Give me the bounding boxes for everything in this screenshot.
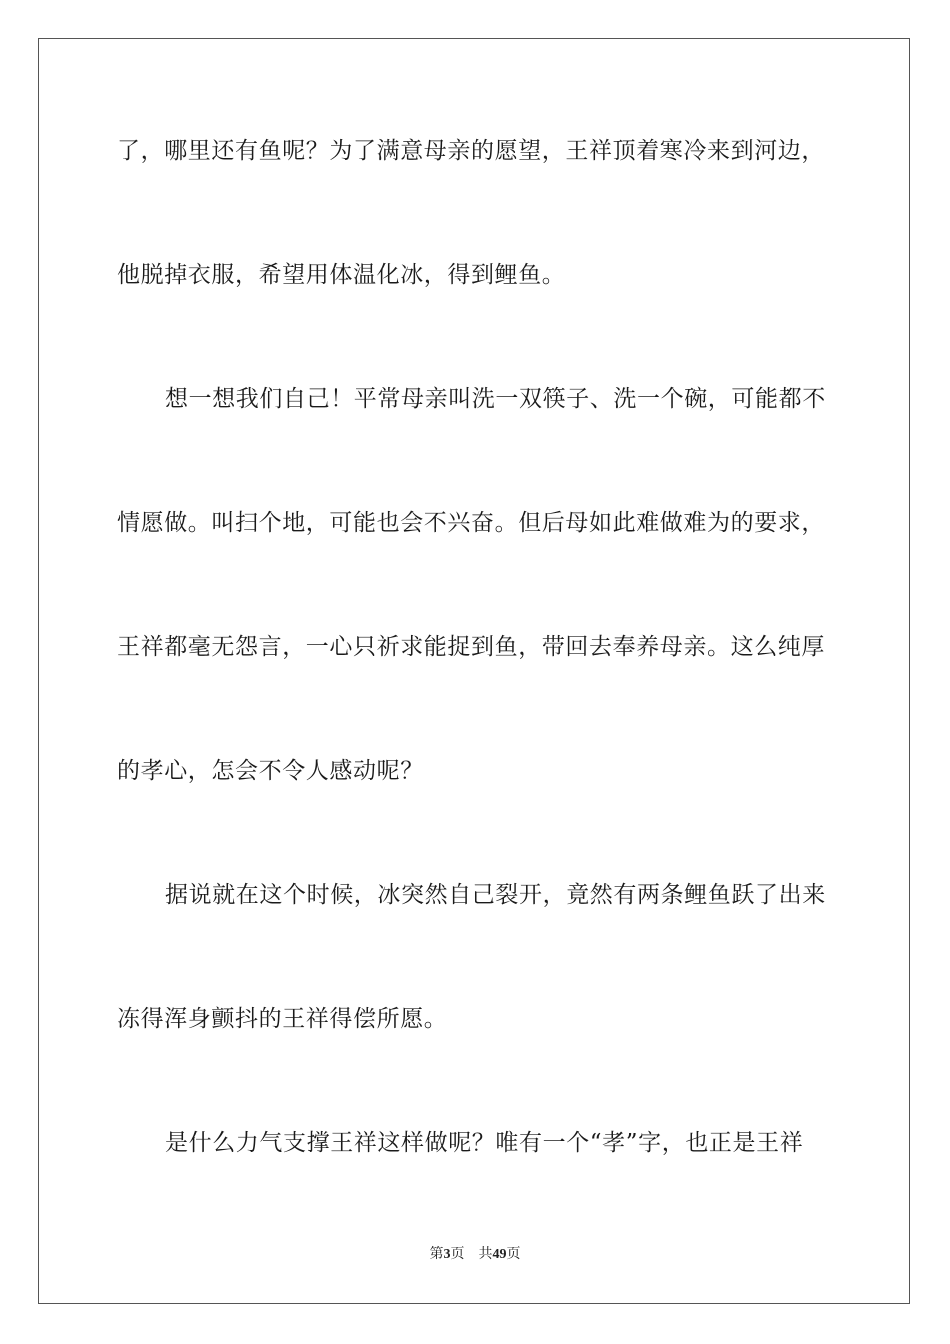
text-line-2: 他脱掉衣服，希望用体温化冰，得到鲤鱼。: [117, 262, 566, 288]
text-line-7: 据说就在这个时候，冰突然自己裂开，竟然有两条鲤鱼跃了出来: [165, 882, 826, 908]
text-line-1: 了，哪里还有鱼呢？为了满意母亲的愿望，王祥顶着寒冷来到河边，: [117, 138, 825, 164]
text-line-9: 是什么力气支撑王祥这样做呢？唯有一个“孝”字，也正是王祥: [165, 1130, 804, 1156]
text-line-4: 情愿做。叫扫个地，可能也会不兴奋。但后母如此难做难为的要求，: [117, 510, 825, 536]
page-border: [38, 38, 910, 1304]
text-line-3: 想一想我们自己！平常母亲叫洗一双筷子、洗一个碗，可能都不: [165, 386, 826, 412]
footer-total-prefix: 共: [478, 1247, 493, 1262]
footer-total-suffix: 页: [506, 1247, 521, 1262]
footer-page-suffix: 页: [450, 1247, 465, 1262]
footer-page-prefix: 第: [429, 1247, 444, 1262]
text-line-6: 的孝心，怎会不令人感动呢？: [117, 758, 424, 784]
footer-total-pages: 49: [492, 1247, 507, 1262]
footer-page-number: 3: [443, 1247, 451, 1262]
text-line-5: 王祥都毫无怨言，一心只祈求能捉到鱼，带回去奉养母亲。这么纯厚: [117, 634, 825, 660]
text-line-8: 冻得浑身颤抖的王祥得偿所愿。: [117, 1006, 448, 1032]
page-footer: [0, 1246, 950, 1264]
